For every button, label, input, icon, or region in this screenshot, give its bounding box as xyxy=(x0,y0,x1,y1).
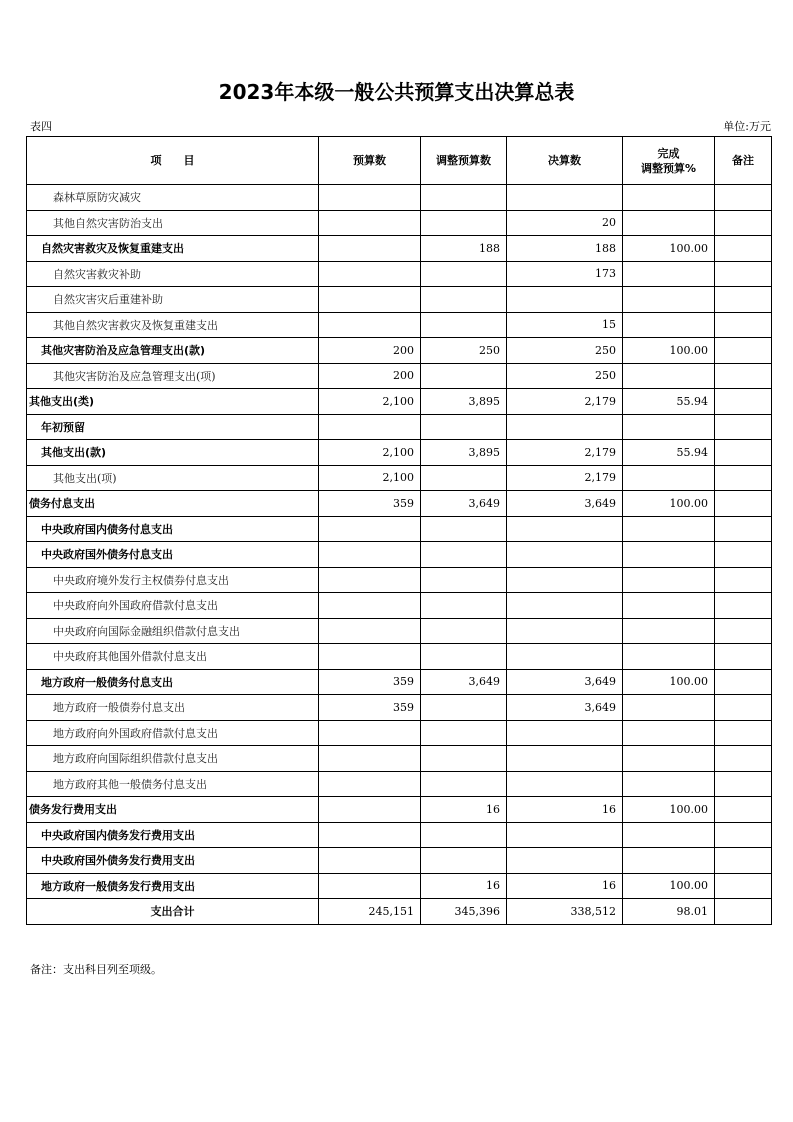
row-adjusted-cell xyxy=(421,465,507,491)
row-budget-cell xyxy=(319,261,421,287)
row-final-cell xyxy=(507,644,623,670)
row-remark-cell xyxy=(715,899,772,925)
row-completion-cell: 100.00 xyxy=(623,797,715,823)
row-adjusted-cell xyxy=(421,363,507,389)
row-completion-cell: 55.94 xyxy=(623,389,715,415)
row-budget-cell xyxy=(319,516,421,542)
row-item-cell: 中央政府境外发行主权债券付息支出 xyxy=(27,567,319,593)
row-remark-cell xyxy=(715,491,772,517)
row-final-cell xyxy=(507,746,623,772)
table-body xyxy=(27,185,772,925)
row-budget-cell xyxy=(319,542,421,568)
table-row xyxy=(27,593,772,619)
row-budget-cell xyxy=(319,822,421,848)
row-final-cell xyxy=(507,287,623,313)
row-final-cell: 250 xyxy=(507,363,623,389)
row-completion-cell xyxy=(623,746,715,772)
row-final-cell: 16 xyxy=(507,797,623,823)
row-budget-cell: 359 xyxy=(319,695,421,721)
row-remark-cell xyxy=(715,593,772,619)
row-adjusted-cell: 16 xyxy=(421,797,507,823)
row-item-cell: 其他自然灾害防治支出 xyxy=(27,210,319,236)
row-item-cell: 其他灾害防治及应急管理支出(项) xyxy=(27,363,319,389)
table-row xyxy=(27,873,772,899)
row-budget-cell xyxy=(319,567,421,593)
row-completion-cell xyxy=(623,516,715,542)
row-item-cell: 债务发行费用支出 xyxy=(27,797,319,823)
row-remark-cell xyxy=(715,797,772,823)
row-budget-cell: 2,100 xyxy=(319,440,421,466)
table-row xyxy=(27,644,772,670)
table-row xyxy=(27,363,772,389)
table-row xyxy=(27,389,772,415)
row-remark-cell xyxy=(715,465,772,491)
row-final-cell xyxy=(507,414,623,440)
row-adjusted-cell: 250 xyxy=(421,338,507,364)
row-completion-cell xyxy=(623,261,715,287)
table-row xyxy=(27,210,772,236)
row-completion-cell: 100.00 xyxy=(623,236,715,262)
row-budget-cell xyxy=(319,185,421,211)
row-final-cell: 2,179 xyxy=(507,465,623,491)
row-remark-cell xyxy=(715,848,772,874)
row-final-cell: 3,649 xyxy=(507,491,623,517)
row-completion-cell xyxy=(623,644,715,670)
row-completion-cell xyxy=(623,695,715,721)
row-completion-cell xyxy=(623,287,715,313)
row-item-cell: 地方政府其他一般债务付息支出 xyxy=(27,771,319,797)
header-adjusted: 调整预算数 xyxy=(421,137,507,185)
row-adjusted-cell xyxy=(421,822,507,848)
row-budget-cell xyxy=(319,644,421,670)
row-remark-cell xyxy=(715,822,772,848)
table-row xyxy=(27,261,772,287)
row-completion-cell: 98.01 xyxy=(623,899,715,925)
row-adjusted-cell xyxy=(421,720,507,746)
row-final-cell xyxy=(507,822,623,848)
row-final-cell: 3,649 xyxy=(507,695,623,721)
row-remark-cell xyxy=(715,644,772,670)
row-remark-cell xyxy=(715,261,772,287)
table-row xyxy=(27,414,772,440)
row-adjusted-cell: 345,396 xyxy=(421,899,507,925)
row-item-cell: 森林草原防灾减灾 xyxy=(27,185,319,211)
row-final-cell: 338,512 xyxy=(507,899,623,925)
row-completion-cell xyxy=(623,185,715,211)
row-budget-cell xyxy=(319,771,421,797)
header-remark: 备注 xyxy=(715,137,772,185)
row-remark-cell xyxy=(715,695,772,721)
row-adjusted-cell xyxy=(421,542,507,568)
row-final-cell: 16 xyxy=(507,873,623,899)
row-remark-cell xyxy=(715,414,772,440)
row-adjusted-cell: 3,895 xyxy=(421,440,507,466)
total-row xyxy=(27,899,772,925)
row-adjusted-cell xyxy=(421,567,507,593)
row-item-cell: 中央政府国内债务付息支出 xyxy=(27,516,319,542)
row-remark-cell xyxy=(715,516,772,542)
row-final-cell xyxy=(507,542,623,568)
row-remark-cell xyxy=(715,771,772,797)
row-remark-cell xyxy=(715,312,772,338)
budget-table xyxy=(26,136,772,925)
table-row xyxy=(27,185,772,211)
row-completion-cell xyxy=(623,848,715,874)
row-budget-cell xyxy=(319,618,421,644)
row-remark-cell xyxy=(715,185,772,211)
table-row xyxy=(27,669,772,695)
table-row xyxy=(27,746,772,772)
row-final-cell xyxy=(507,516,623,542)
row-item-cell: 地方政府向国际组织借款付息支出 xyxy=(27,746,319,772)
row-completion-cell xyxy=(623,567,715,593)
row-budget-cell xyxy=(319,746,421,772)
row-item-cell: 中央政府国外债务发行费用支出 xyxy=(27,848,319,874)
row-item-cell: 其他自然灾害救灾及恢复重建支出 xyxy=(27,312,319,338)
row-budget-cell xyxy=(319,414,421,440)
row-adjusted-cell xyxy=(421,618,507,644)
header-completion-line1: 完成 xyxy=(657,146,680,160)
row-adjusted-cell xyxy=(421,771,507,797)
row-adjusted-cell xyxy=(421,746,507,772)
row-budget-cell xyxy=(319,312,421,338)
row-budget-cell: 2,100 xyxy=(319,465,421,491)
header-item: 项 目 xyxy=(27,137,319,185)
row-adjusted-cell xyxy=(421,210,507,236)
row-remark-cell xyxy=(715,618,772,644)
row-item-cell: 地方政府向外国政府借款付息支出 xyxy=(27,720,319,746)
row-remark-cell xyxy=(715,669,772,695)
table-header-row xyxy=(27,137,772,185)
row-remark-cell xyxy=(715,363,772,389)
row-budget-cell xyxy=(319,236,421,262)
row-completion-cell: 55.94 xyxy=(623,440,715,466)
row-adjusted-cell: 3,649 xyxy=(421,669,507,695)
table-row xyxy=(27,567,772,593)
row-completion-cell xyxy=(623,720,715,746)
row-final-cell: 173 xyxy=(507,261,623,287)
row-adjusted-cell xyxy=(421,414,507,440)
row-budget-cell xyxy=(319,593,421,619)
row-completion-cell xyxy=(623,210,715,236)
row-item-cell: 地方政府一般债务付息支出 xyxy=(27,669,319,695)
row-remark-cell xyxy=(715,720,772,746)
row-final-cell: 3,649 xyxy=(507,669,623,695)
table-row xyxy=(27,287,772,313)
row-budget-cell xyxy=(319,287,421,313)
row-remark-cell xyxy=(715,746,772,772)
row-adjusted-cell: 3,895 xyxy=(421,389,507,415)
row-remark-cell xyxy=(715,567,772,593)
row-budget-cell xyxy=(319,720,421,746)
row-item-cell: 其他灾害防治及应急管理支出(款) xyxy=(27,338,319,364)
table-label: 表四 xyxy=(30,120,52,133)
row-item-cell: 自然灾害灾后重建补助 xyxy=(27,287,319,313)
row-item-cell: 中央政府向国际金融组织借款付息支出 xyxy=(27,618,319,644)
table-row xyxy=(27,695,772,721)
table-row xyxy=(27,312,772,338)
row-adjusted-cell xyxy=(421,593,507,619)
row-adjusted-cell xyxy=(421,848,507,874)
row-budget-cell xyxy=(319,797,421,823)
row-remark-cell xyxy=(715,389,772,415)
table-row xyxy=(27,516,772,542)
row-final-cell: 2,179 xyxy=(507,389,623,415)
row-completion-cell xyxy=(623,542,715,568)
row-final-cell xyxy=(507,618,623,644)
table-row xyxy=(27,797,772,823)
row-budget-cell: 200 xyxy=(319,338,421,364)
table-row xyxy=(27,848,772,874)
unit-label: 单位:万元 xyxy=(723,120,771,133)
row-budget-cell: 200 xyxy=(319,363,421,389)
row-item-cell: 地方政府一般债券付息支出 xyxy=(27,695,319,721)
row-final-cell xyxy=(507,185,623,211)
row-completion-cell xyxy=(623,618,715,644)
header-final: 决算数 xyxy=(507,137,623,185)
row-completion-cell: 100.00 xyxy=(623,873,715,899)
row-item-cell: 支出合计 xyxy=(27,899,319,925)
row-budget-cell xyxy=(319,848,421,874)
page-title: 2023年本级一般公共预算支出决算总表 xyxy=(218,80,575,104)
row-item-cell: 地方政府一般债务发行费用支出 xyxy=(27,873,319,899)
row-completion-cell: 100.00 xyxy=(623,491,715,517)
row-budget-cell: 359 xyxy=(319,491,421,517)
row-item-cell: 债务付息支出 xyxy=(27,491,319,517)
table-row xyxy=(27,491,772,517)
row-completion-cell xyxy=(623,414,715,440)
row-budget-cell: 2,100 xyxy=(319,389,421,415)
row-completion-cell: 100.00 xyxy=(623,669,715,695)
row-adjusted-cell xyxy=(421,287,507,313)
header-completion xyxy=(623,137,715,185)
table-row xyxy=(27,771,772,797)
row-completion-cell xyxy=(623,312,715,338)
header-completion-line2: 调整预算% xyxy=(640,161,697,175)
row-completion-cell: 100.00 xyxy=(623,338,715,364)
row-item-cell: 中央政府国内债务发行费用支出 xyxy=(27,822,319,848)
row-adjusted-cell xyxy=(421,516,507,542)
row-budget-cell: 359 xyxy=(319,669,421,695)
row-item-cell: 自然灾害救灾及恢复重建支出 xyxy=(27,236,319,262)
row-adjusted-cell xyxy=(421,695,507,721)
row-item-cell: 中央政府向外国政府借款付息支出 xyxy=(27,593,319,619)
row-final-cell: 188 xyxy=(507,236,623,262)
row-remark-cell xyxy=(715,440,772,466)
row-adjusted-cell: 188 xyxy=(421,236,507,262)
row-item-cell: 中央政府其他国外借款付息支出 xyxy=(27,644,319,670)
row-adjusted-cell: 3,649 xyxy=(421,491,507,517)
row-completion-cell xyxy=(623,822,715,848)
row-final-cell xyxy=(507,593,623,619)
row-item-cell: 自然灾害救灾补助 xyxy=(27,261,319,287)
row-completion-cell xyxy=(623,593,715,619)
row-final-cell: 2,179 xyxy=(507,440,623,466)
row-adjusted-cell xyxy=(421,261,507,287)
header-budget: 预算数 xyxy=(319,137,421,185)
footnote: 备注：支出科目列至项级。 xyxy=(30,963,162,976)
table-row xyxy=(27,720,772,746)
row-item-cell: 年初预留 xyxy=(27,414,319,440)
table-row xyxy=(27,465,772,491)
row-adjusted-cell xyxy=(421,185,507,211)
table-row xyxy=(27,338,772,364)
table-row xyxy=(27,236,772,262)
table-row xyxy=(27,822,772,848)
row-item-cell: 其他支出(类) xyxy=(27,389,319,415)
row-remark-cell xyxy=(715,210,772,236)
table-row xyxy=(27,542,772,568)
row-completion-cell xyxy=(623,363,715,389)
row-adjusted-cell xyxy=(421,312,507,338)
row-final-cell xyxy=(507,771,623,797)
row-remark-cell xyxy=(715,338,772,364)
row-budget-cell: 245,151 xyxy=(319,899,421,925)
row-budget-cell xyxy=(319,210,421,236)
row-item-cell: 其他支出(项) xyxy=(27,465,319,491)
table-row xyxy=(27,440,772,466)
row-adjusted-cell: 16 xyxy=(421,873,507,899)
row-adjusted-cell xyxy=(421,644,507,670)
row-final-cell xyxy=(507,848,623,874)
row-final-cell: 250 xyxy=(507,338,623,364)
row-budget-cell xyxy=(319,873,421,899)
table-row xyxy=(27,618,772,644)
row-final-cell xyxy=(507,567,623,593)
row-final-cell: 20 xyxy=(507,210,623,236)
row-item-cell: 中央政府国外债务付息支出 xyxy=(27,542,319,568)
row-remark-cell xyxy=(715,542,772,568)
row-remark-cell xyxy=(715,287,772,313)
row-item-cell: 其他支出(款) xyxy=(27,440,319,466)
row-completion-cell xyxy=(623,771,715,797)
row-final-cell xyxy=(507,720,623,746)
row-remark-cell xyxy=(715,236,772,262)
row-completion-cell xyxy=(623,465,715,491)
row-final-cell: 15 xyxy=(507,312,623,338)
row-remark-cell xyxy=(715,873,772,899)
